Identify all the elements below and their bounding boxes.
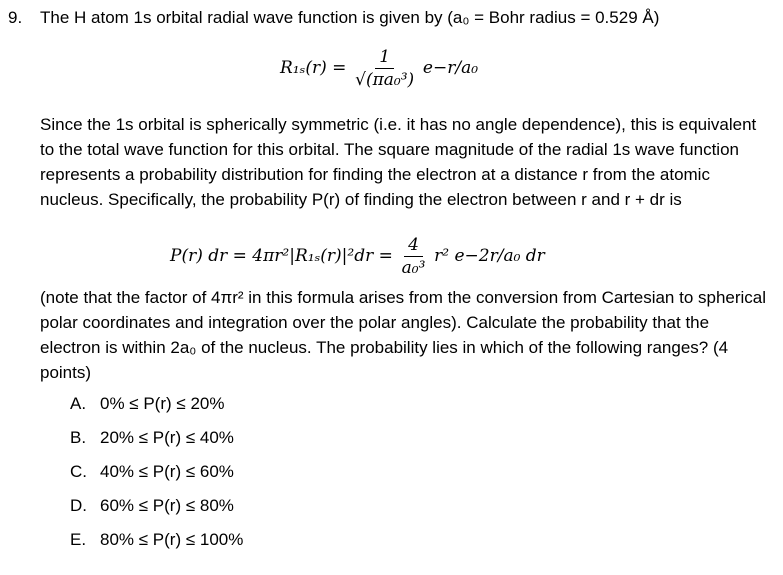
choice-letter: C.: [70, 462, 87, 481]
choice-e[interactable]: [70, 530, 243, 564]
equation1-numerator: 1: [375, 46, 394, 69]
choice-text: 0% ≤ P(r) ≤ 20%: [100, 394, 225, 413]
choice-c[interactable]: [70, 462, 243, 496]
choice-text: 20% ≤ P(r) ≤ 40%: [100, 428, 234, 447]
question-number: 9.: [8, 8, 23, 27]
choice-d[interactable]: [70, 496, 243, 530]
paragraph-1: Since the 1s orbital is spherically symmetric (i.e. it has no angle dependence), this is equivalent to the total wave function for this orbital. The square magnitude of the radial 1s wave function represents a probability distribution for finding the electron at a distance r from the atomic nucleus. Specifically, the probability P(r) of finding the electron between r and r + dr is: [40, 115, 757, 209]
choice-letter: E.: [70, 530, 87, 549]
paragraph-2: (note that the factor of 4πr² in this formula arises from the conversion from Cartesian to spherical polar coordinates and integration over the polar angles). Calculate the probability that the electron is within 2a₀ of the nucleus. The probability lies in which of the following ranges? (4 points): [40, 288, 767, 382]
choice-text: 80% ≤ P(r) ≤ 100%: [100, 530, 244, 549]
equation1-fraction: [351, 46, 418, 91]
equation1-denominator: √(πa₀³): [355, 70, 415, 90]
radial-wavefunction-equation: [280, 46, 580, 106]
equation2-rhs: r² e−2r/a₀ dr: [434, 245, 545, 266]
choice-letter: A.: [70, 394, 87, 413]
choice-a[interactable]: [70, 394, 243, 428]
equation2-fraction: [398, 234, 430, 279]
answer-choices: [70, 394, 243, 564]
equation2-numerator: 4: [404, 234, 423, 257]
equation2-lhs: P(r) dr = 4πr²|R₁ₛ(r)|²dr =: [170, 245, 393, 266]
probability-equation: [170, 234, 610, 284]
question-heading: The H atom 1s orbital radial wave function is given by (a₀ = Bohr radius = 0.529 Å): [40, 8, 660, 27]
choice-text: 60% ≤ P(r) ≤ 80%: [100, 496, 234, 515]
equation1-lhs: R₁ₛ(r) =: [280, 57, 347, 78]
equation1-exponential: e−r/a₀: [422, 57, 479, 78]
choice-text: 40% ≤ P(r) ≤ 60%: [100, 462, 234, 481]
choice-letter: B.: [70, 428, 87, 447]
equation2-denominator: a₀³: [401, 258, 426, 278]
choice-letter: D.: [70, 496, 87, 515]
choice-b[interactable]: [70, 428, 243, 462]
